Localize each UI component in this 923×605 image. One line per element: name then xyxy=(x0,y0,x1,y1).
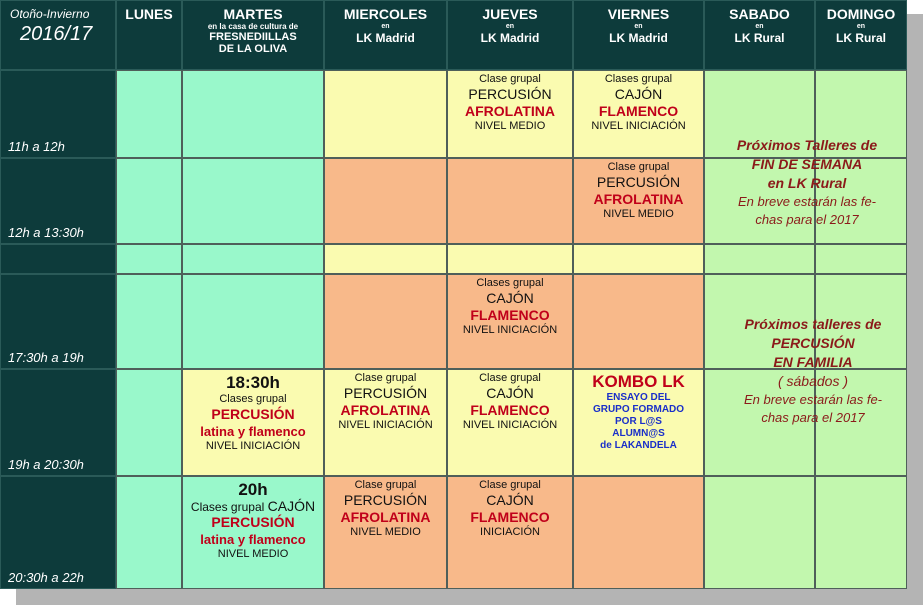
slot-vie-1730 xyxy=(573,274,704,369)
slot-sab-gap xyxy=(704,244,815,274)
class-instrument: CAJÓN xyxy=(486,385,534,401)
note-title-2: FIN DE SEMANA xyxy=(751,156,863,172)
class-level: INICIACIÓN xyxy=(480,526,540,538)
day-en: en xyxy=(381,23,390,30)
martes-sub: en la casa de cultura de xyxy=(207,22,299,31)
class-type: Clases grupal xyxy=(604,73,673,85)
header-martes xyxy=(182,0,324,70)
season-cell xyxy=(0,0,116,70)
martes-location-1: FRESNEDIILLAS xyxy=(209,31,297,43)
class-jue-1730 xyxy=(447,274,573,369)
kombo-line-3: POR L@S xyxy=(615,416,662,427)
day-en: en xyxy=(505,23,515,30)
note-title-3: en LK Rural xyxy=(767,175,847,191)
header-sabado xyxy=(704,0,815,70)
class-instrument: CAJÓN xyxy=(486,290,534,306)
class-level: NIVEL INICIACIÓN xyxy=(462,324,558,336)
day-name: JUEVES xyxy=(482,6,538,22)
slot-mie-12 xyxy=(324,158,447,244)
class-mar-2030 xyxy=(182,476,324,589)
slot-jue-12 xyxy=(447,158,573,244)
class-style: AFROLATINA xyxy=(340,402,431,418)
class-level: NIVEL MEDIO xyxy=(474,120,546,132)
time-label: 11h a 12h xyxy=(8,139,65,154)
slot-vie-gap xyxy=(573,244,704,274)
slot-dom-2030 xyxy=(815,476,907,589)
slot-mar-12 xyxy=(182,158,324,244)
slot-mar-1730 xyxy=(182,274,324,369)
class-type: Clases grupal xyxy=(476,277,544,289)
class-level: NIVEL INICIACIÓN xyxy=(205,440,301,452)
time-label: 17:30h a 19h xyxy=(8,350,84,365)
class-vie-12 xyxy=(573,158,704,244)
day-location: LK Madrid xyxy=(609,31,668,45)
class-hour: 20h xyxy=(238,480,268,499)
kombo-line-4: ALUMN@S xyxy=(612,428,665,439)
class-style: FLAMENCO xyxy=(470,402,550,418)
note-title-2: PERCUSIÓN xyxy=(771,335,855,351)
class-type: Clase grupal xyxy=(479,372,541,384)
note-title-3: EN FAMILIA xyxy=(773,354,853,370)
note-title-4: ( sábados ) xyxy=(777,373,849,389)
slot-lun-11 xyxy=(116,70,182,158)
class-type: Clase grupal xyxy=(479,73,541,85)
class-type: Clase grupal xyxy=(479,479,541,491)
class-style: FLAMENCO xyxy=(598,103,679,119)
class-instrument: CAJÓN xyxy=(486,492,534,508)
note-line-1: En breve estarán las fe- xyxy=(743,392,883,407)
class-jue-11 xyxy=(447,70,573,158)
class-type: Clase grupal xyxy=(607,161,670,173)
class-level: NIVEL INICIACIÓN xyxy=(591,120,686,132)
slot-mar-11 xyxy=(182,70,324,158)
header-miercoles xyxy=(324,0,447,70)
kombo-line-5: de LAKANDELA xyxy=(600,440,677,451)
kombo-line-1: ENSAYO DEL xyxy=(606,392,671,403)
slot-lun-12 xyxy=(116,158,182,244)
season-year: 2016/17 xyxy=(20,23,93,45)
class-style: FLAMENCO xyxy=(470,509,550,525)
class-instrument: PERCUSIÓN xyxy=(343,492,428,508)
season-label: Otoño-Invierno xyxy=(10,7,90,21)
slot-vie-2030 xyxy=(573,476,704,589)
class-style-sub: latina y flamenco xyxy=(200,424,306,439)
class-vie-11 xyxy=(573,70,704,158)
class-type: Clase grupal xyxy=(354,479,417,491)
slot-mar-gap xyxy=(182,244,324,274)
slot-jue-gap xyxy=(447,244,573,274)
day-en: en xyxy=(634,23,643,30)
weekend-workshops-note xyxy=(712,136,902,229)
class-style: AFROLATINA xyxy=(465,103,555,119)
class-level: NIVEL INICIACIÓN xyxy=(462,419,558,431)
class-jue-2030 xyxy=(447,476,573,589)
slot-sab-2030 xyxy=(704,476,815,589)
class-level: NIVEL MEDIO xyxy=(350,526,421,538)
class-level: NIVEL INICIACIÓN xyxy=(338,419,433,431)
day-name: SABADO xyxy=(729,6,790,22)
slot-lun-2030 xyxy=(116,476,182,589)
class-instrument: CAJÓN xyxy=(614,86,663,102)
header-lunes xyxy=(116,0,182,70)
day-en: en xyxy=(856,23,866,30)
class-type: Clase grupal xyxy=(354,372,417,384)
header-jueves xyxy=(447,0,573,70)
kombo-title: KOMBO LK xyxy=(592,372,685,391)
class-type: Clases grupal xyxy=(190,500,265,514)
class-jue-19 xyxy=(447,369,573,476)
day-en: en xyxy=(755,23,764,30)
day-name: LUNES xyxy=(125,6,173,22)
slot-lun-gap xyxy=(116,244,182,274)
day-name: DOMINGO xyxy=(826,6,896,22)
day-location: LK Madrid xyxy=(480,31,540,45)
time-label: 20:30h a 22h xyxy=(8,570,84,585)
day-name: MIERCOLES xyxy=(343,6,428,22)
family-workshops-note xyxy=(718,315,908,427)
slot-mie-11 xyxy=(324,70,447,158)
class-hour: 18:30h xyxy=(226,373,280,392)
class-style: AFROLATINA xyxy=(593,191,684,207)
class-style: PERCUSIÓN xyxy=(211,514,295,530)
class-type-line xyxy=(183,500,323,514)
header-viernes xyxy=(573,0,704,70)
time-slot-5 xyxy=(0,476,116,589)
class-mar-19 xyxy=(182,369,324,476)
time-slot-1 xyxy=(0,70,116,158)
class-instrument: CAJÓN xyxy=(267,498,316,514)
class-style-sub: latina y flamenco xyxy=(200,532,306,547)
note-line-2: chas para el 2017 xyxy=(755,212,859,227)
class-style: FLAMENCO xyxy=(470,307,550,323)
note-line-2: chas para el 2017 xyxy=(761,410,865,425)
class-type: Clases grupal xyxy=(219,393,287,405)
day-location: LK Rural xyxy=(734,31,785,45)
slot-dom-gap xyxy=(815,244,907,274)
slot-lun-19 xyxy=(116,369,182,476)
note-line-1: En breve estarán las fe- xyxy=(737,194,877,209)
kombo-line-2: GRUPO FORMADO xyxy=(592,404,685,415)
day-name: VIERNES xyxy=(607,6,670,22)
time-label: 19h a 20:30h xyxy=(8,457,84,472)
note-title-1: Próximos talleres de xyxy=(744,316,882,332)
class-mie-2030 xyxy=(324,476,447,589)
time-slot-gap xyxy=(0,244,116,274)
time-label: 12h a 13:30h xyxy=(8,225,84,240)
time-slot-4 xyxy=(0,369,116,476)
class-vie-19 xyxy=(573,369,704,476)
time-slot-2 xyxy=(0,158,116,244)
slot-lun-1730 xyxy=(116,274,182,369)
note-title-1: Próximos Talleres de xyxy=(736,137,878,153)
time-slot-3 xyxy=(0,274,116,369)
day-location: LK Madrid xyxy=(356,31,415,45)
class-level: NIVEL MEDIO xyxy=(603,208,674,220)
class-level: NIVEL MEDIO xyxy=(217,548,289,560)
class-instrument: PERCUSIÓN xyxy=(468,86,552,102)
class-style: AFROLATINA xyxy=(340,509,431,525)
martes-location-2: DE LA OLIVA xyxy=(218,43,288,55)
class-mie-19 xyxy=(324,369,447,476)
slot-mie-gap xyxy=(324,244,447,274)
slot-mie-1730 xyxy=(324,274,447,369)
class-instrument: PERCUSIÓN xyxy=(596,174,681,190)
day-location: LK Rural xyxy=(835,31,886,45)
class-instrument: PERCUSIÓN xyxy=(343,385,428,401)
class-style: PERCUSIÓN xyxy=(211,406,295,422)
header-domingo xyxy=(815,0,907,70)
day-name: MARTES xyxy=(223,6,283,22)
